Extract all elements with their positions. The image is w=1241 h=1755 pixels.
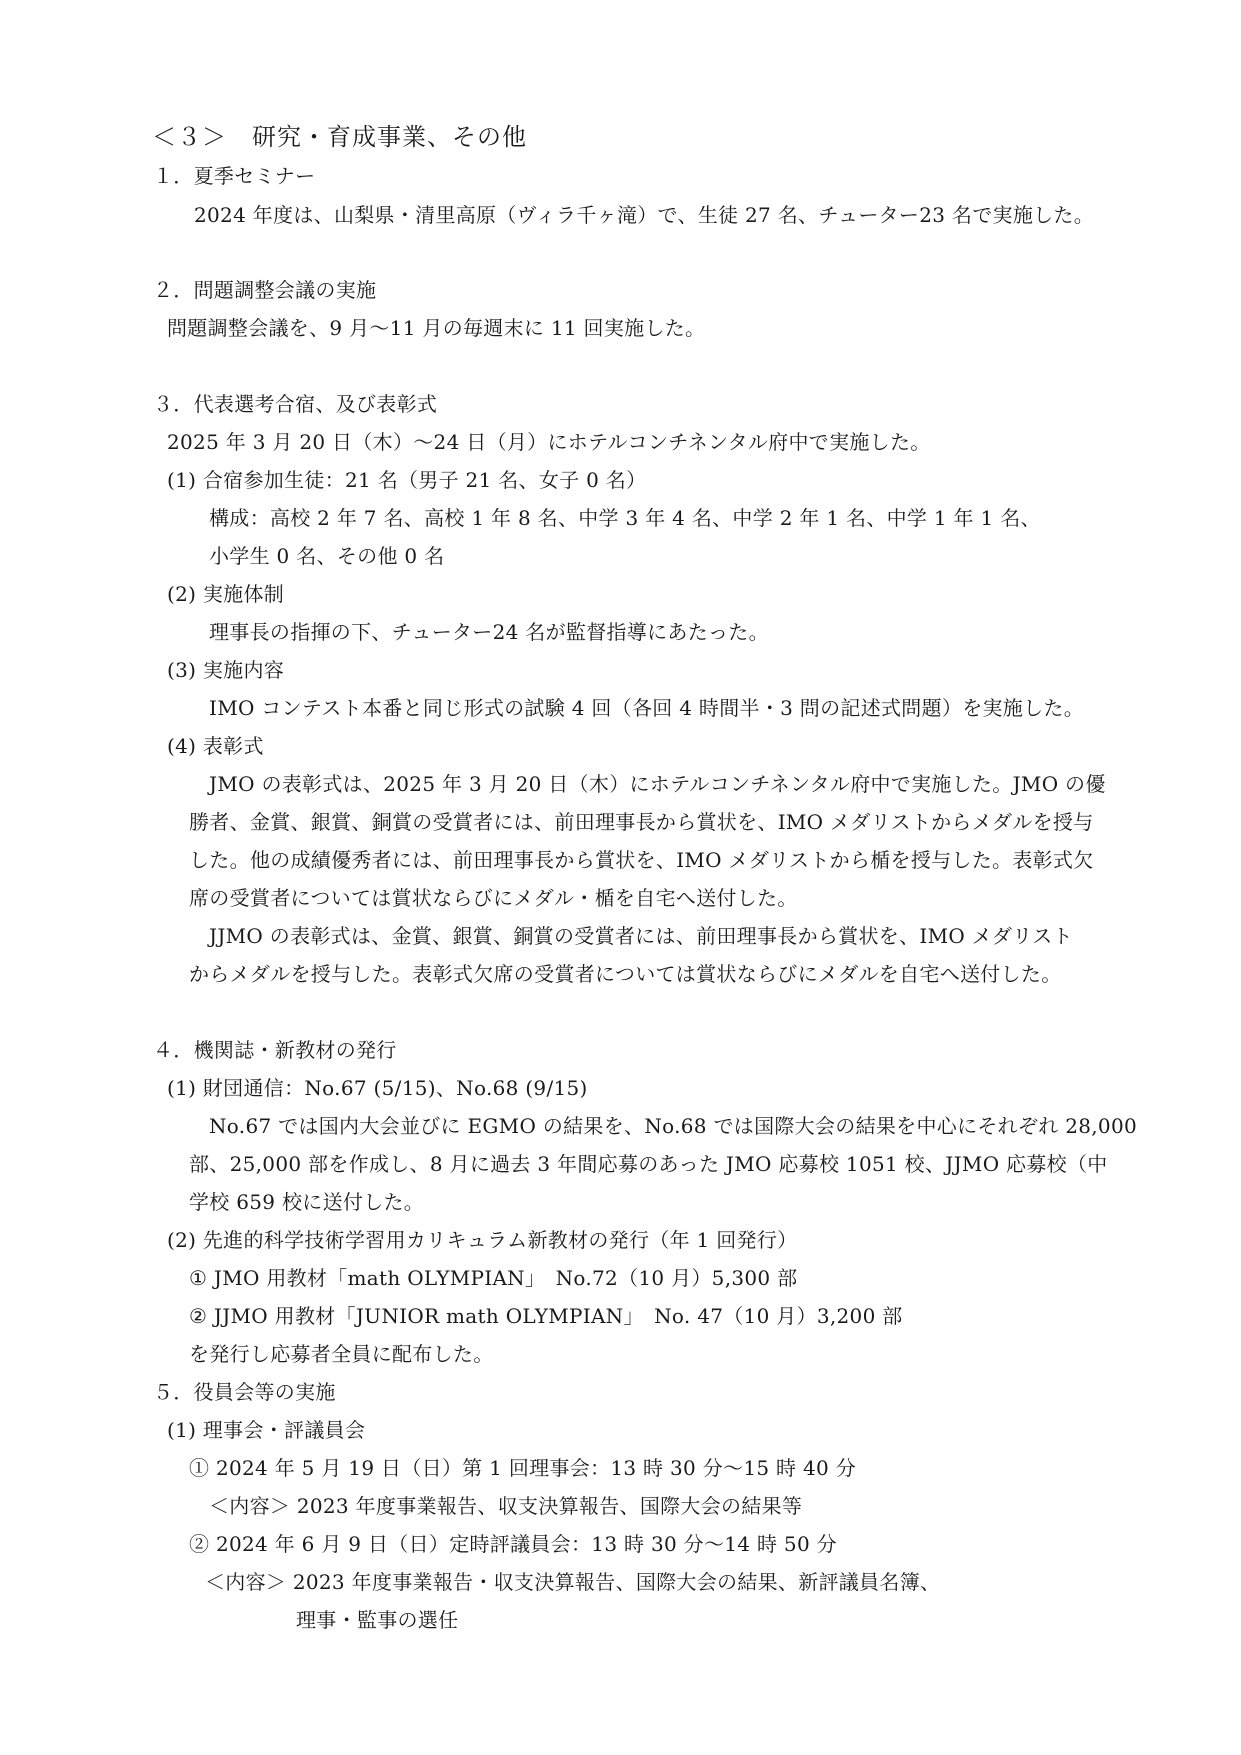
- s5-heading: ５．役員会等の実施: [153, 1380, 336, 1404]
- s3-p4-jjmo-line2: からメダルを授与した。表彰式欠席の受賞者については賞状ならびにメダルを自宅へ送付した。: [189, 962, 1062, 986]
- s5-item1-content: ＜内容＞ 2023 年度事業報告、収支決算報告、国際大会の結果等: [209, 1494, 803, 1518]
- s3-p4-jjmo-line1: JJMO の表彰式は、金賞、銀賞、銅賞の受賞者には、前田理事長から賞状を、IMO メダリスト: [209, 924, 1073, 948]
- s4-p1-line3: 学校 659 校に送付した。: [189, 1190, 425, 1214]
- s4-p2-item2: ② JJMO 用教材「JUNIOR math OLYMPIAN」 No. 47（10 月）3,200 部: [189, 1304, 903, 1328]
- s3-p3-heading: (3) 実施内容: [167, 658, 285, 682]
- s3-p1-heading: (1) 合宿参加生徒：21 名（男子 21 名、女子 0 名）: [167, 468, 647, 492]
- s3-p1-line1: 構成：高校 2 年 7 名、高校 1 年 8 名、中学 3 年 4 名、中学 2 年 1 名、中学 1 年 1 名、: [209, 506, 1041, 530]
- s4-p2-heading: (2) 先進的科学技術学習用カリキュラム新教材の発行（年 1 回発行）: [167, 1228, 798, 1252]
- s5-p1-heading: (1) 理事会・評議員会: [167, 1418, 366, 1442]
- s4-p1-heading: (1) 財団通信：No.67 (5/15)、No.68 (9/15): [167, 1076, 588, 1100]
- s2-body: 問題調整会議を、9 月～11 月の毎週末に 11 回実施した。: [167, 316, 706, 340]
- s2-heading: ２．問題調整会議の実施: [153, 278, 377, 302]
- section-title: ＜３＞ 研究・育成事業、その他: [152, 123, 527, 151]
- s4-heading: ４．機関誌・新教材の発行: [153, 1038, 397, 1062]
- s3-p3-body: IMO コンテスト本番と同じ形式の試験 4 回（各回 4 時間半・3 問の記述式問題）を実施した。: [209, 696, 1084, 720]
- s4-p1-line2: 部、25,000 部を作成し、8 月に過去 3 年間応募のあった JMO 応募校 1051 校、JJMO 応募校（中: [189, 1152, 1108, 1176]
- s1-heading: １．夏季セミナー: [153, 164, 316, 188]
- s5-item2-content-line1: ＜内容＞ 2023 年度事業報告・収支決算報告、国際大会の結果、新評議員名簿、: [205, 1570, 941, 1594]
- s3-p2-body: 理事長の指揮の下、チューター24 名が監督指導にあたった。: [209, 620, 769, 644]
- s3-p4-jmo-line2: 勝者、金賞、銀賞、銅賞の受賞者には、前田理事長から賞状を、IMO メダリストからメダルを授与: [189, 810, 1094, 834]
- s5-item2: ② 2024 年 6 月 9 日（日）定時評議員会：13 時 30 分～14 時 50 分: [189, 1532, 837, 1556]
- s3-p4-heading: (4) 表彰式: [167, 734, 264, 758]
- s3-p2-heading: (2) 実施体制: [167, 582, 285, 606]
- s3-p4-jmo-line3: した。他の成績優秀者には、前田理事長から賞状を、IMO メダリストから楯を授与した。表彰式欠: [189, 848, 1094, 872]
- s3-heading: ３．代表選考合宿、及び表彰式: [153, 392, 438, 416]
- s4-p2-item1: ① JMO 用教材「math OLYMPIAN」 No.72（10 月）5,300 部: [189, 1266, 798, 1290]
- s3-intro: 2025 年 3 月 20 日（木）～24 日（月）にホテルコンチネンタル府中で実施した。: [167, 430, 931, 454]
- s5-item2-content-line2: 理事・監事の選任: [296, 1608, 459, 1632]
- s1-body: 2024 年度は、山梨県・清里高原（ヴィラ千ヶ滝）で、生徒 27 名、チューター23 名で実施した。: [194, 203, 1095, 227]
- s4-p2-tail: を発行し応募者全員に配布した。: [189, 1342, 494, 1366]
- s3-p4-jmo-line1: JMO の表彰式は、2025 年 3 月 20 日（木）にホテルコンチネンタル府中で実施した。JMO の優: [209, 772, 1106, 796]
- s3-p1-line2: 小学生 0 名、その他 0 名: [209, 544, 445, 568]
- s3-p4-jmo-line4: 席の受賞者については賞状ならびにメダル・楯を自宅へ送付した。: [189, 886, 798, 910]
- s4-p1-line1: No.67 では国内大会並びに EGMO の結果を、No.68 では国際大会の結果を中心にそれぞれ 28,000: [209, 1114, 1138, 1138]
- s5-item1: ① 2024 年 5 月 19 日（日）第 1 回理事会：13 時 30 分～15 時 40 分: [189, 1456, 856, 1480]
